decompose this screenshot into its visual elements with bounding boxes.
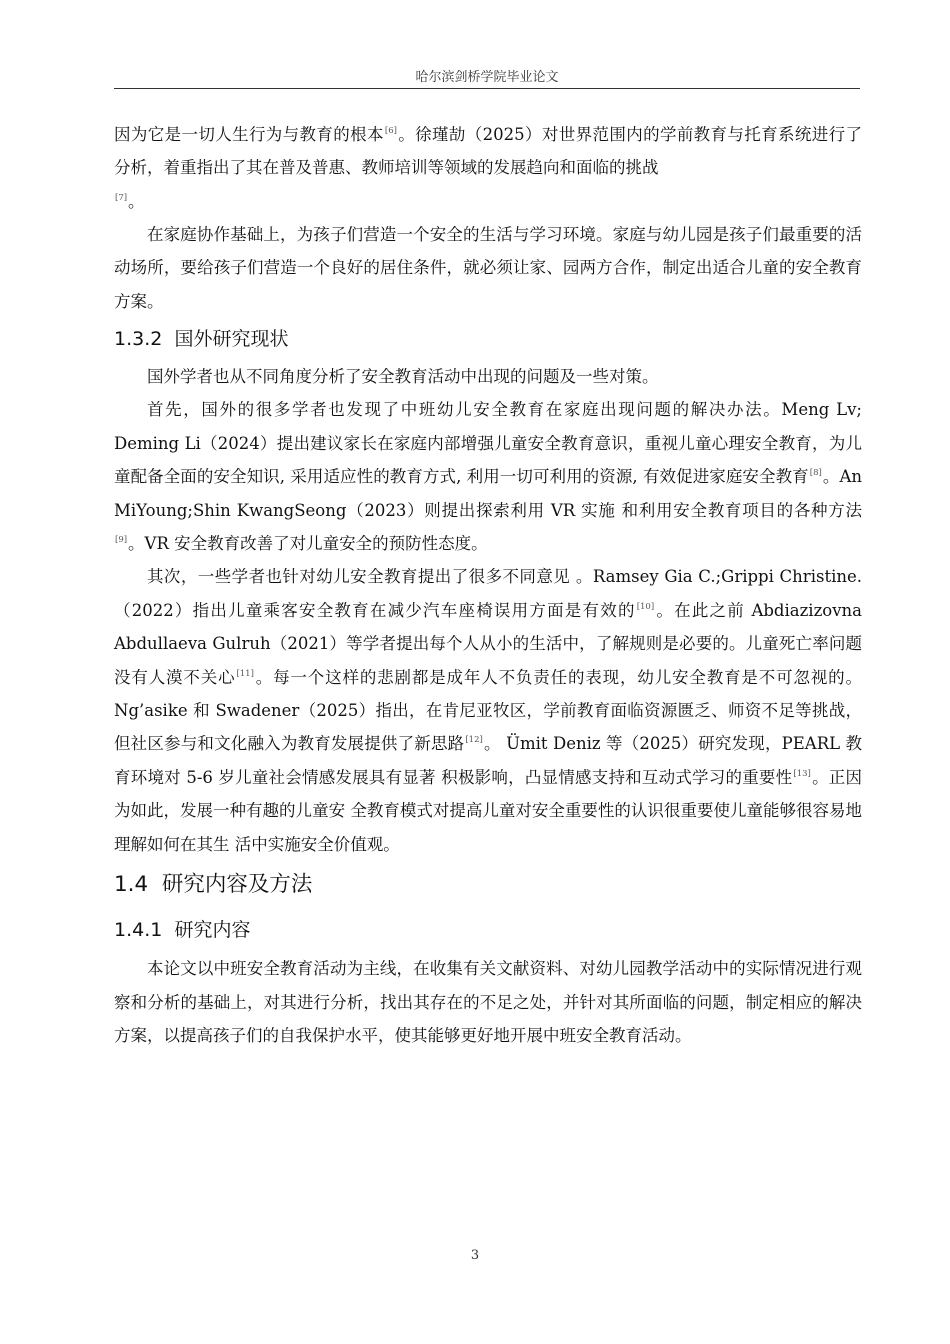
paragraph-text: 因为它是一切人生行为与教育的根本	[114, 125, 384, 144]
paragraph-text: 。 Ümit Deniz 等（2025）研究发现，PEARL 教育环境对 5-6 岁儿童社会情感发展具有显著 积极影响，凸显情感支持和互动式学习的重要性	[114, 734, 863, 787]
citation-ref: [12]	[465, 735, 483, 746]
paragraph-text: 。在此之前 Abdiazizovna Abdullaeva Gulruh（2021）等学者提出每个人从小的生活中，了解规则是必要的。儿童死亡率问题没有人漠不关心	[114, 600, 862, 687]
citation-ref: [13]	[793, 768, 811, 779]
section-number: 1.4	[114, 872, 149, 898]
paragraph-text: 首先，国外的很多学者也发现了中班幼儿安全教育在家庭出现问题的解决办法。Meng Lv; Deming Li（2024）提出建议家长在家庭内部增强儿童安全教育意识，重视儿童心理安全教育，为儿童配备全面的安全知识, 采用适应性的教育方式, 利用一切可利用的资源, 有效促进家庭安全教育	[114, 400, 862, 487]
section-heading-1-4-1	[114, 908, 862, 952]
paragraph-4	[114, 393, 862, 560]
paragraph-3: 国外学者也从不同角度分析了安全教育活动中出现的问题及一些对策。	[147, 367, 659, 386]
paragraph-2: 在家庭协作基础上，为孩子们营造一个安全的生活与学习环境。家庭与幼儿园是孩子们最重要的活动场所，要给孩子们营造一个良好的居住条件，就必须让家、园两方合作，制定出适合儿童的安全教育方案。	[114, 225, 862, 311]
paragraph-6: 本论文以中班安全教育活动为主线，在收集有关文献资料、对幼儿园教学活动中的实际情况进行观察和分析的基础上，对其进行分析，找出其存在的不足之处，并针对其所面临的问题，制定相应的解决方案，以提高孩子们的自我保护水平，使其能够更好地开展中班安全教育活动。	[114, 959, 862, 1045]
running-header: 哈尔滨剑桥学院毕业论文	[415, 70, 559, 85]
section-heading-1-3-2	[114, 320, 862, 359]
citation-ref: [10]	[636, 601, 655, 612]
paragraph-1	[114, 118, 862, 218]
paragraph-text: 其次，一些学者也针对幼儿安全教育提出了很多不同意见 。Ramsey Gia C.;Grippi Christine.（2022）指出儿童乘客安全教育在减少汽车座椅误用方面是有效的	[114, 567, 862, 620]
paragraph-text: 。	[128, 191, 145, 211]
paragraph-text: 。每一个这样的悲剧都是成年人不负责任的表现，幼儿安全教育是不可忽视的。Ng’asike 和 Swadener（2025）指出，在肯尼亚牧区，学前教育面临资源匮乏、师资不足等挑战，但社区参与和文化融入为教育发展提供了新思路	[114, 667, 863, 754]
citation-ref: [8]	[809, 468, 822, 479]
section-number: 1.4.1	[114, 919, 163, 942]
citation-ref: [11]	[236, 668, 254, 679]
section-title: 国外研究现状	[174, 328, 289, 350]
paragraph-5	[114, 560, 862, 861]
paragraph-text: 。正因为如此，发展一种有趣的儿童安 全教育模式对提高儿童对安全重要性的认识很重要使儿童能够很容易地理解如何在其生 活中实施安全价值观。	[114, 767, 863, 854]
page-number: 3	[470, 1248, 480, 1263]
page-body	[114, 118, 862, 1052]
section-title: 研究内容及方法	[161, 872, 313, 898]
citation-ref: [9]	[115, 535, 128, 546]
section-title: 研究内容	[174, 919, 251, 942]
paragraph-text: 。An MiYoung;Shin KwangSeong（2023）则提出探索利用 VR 实施 和利用安全教育项目的各种方法	[114, 467, 862, 520]
citation-ref: [7]	[115, 192, 128, 203]
paragraph-text: 。徐瑾劼（2025）对世界范围内的学前教育与托育系统进行了分析，着重指出了其在普及普惠、教师培训等领域的发展趋向和面临的挑战	[114, 125, 862, 178]
citation-line	[114, 185, 862, 218]
section-heading-1-4	[114, 861, 862, 908]
header-rule	[114, 88, 860, 89]
citation-ref: [6]	[384, 126, 397, 136]
section-number: 1.3.2	[114, 328, 163, 350]
paragraph-text: 。VR 安全教育改善了对儿童安全的预防性态度。	[128, 534, 488, 554]
